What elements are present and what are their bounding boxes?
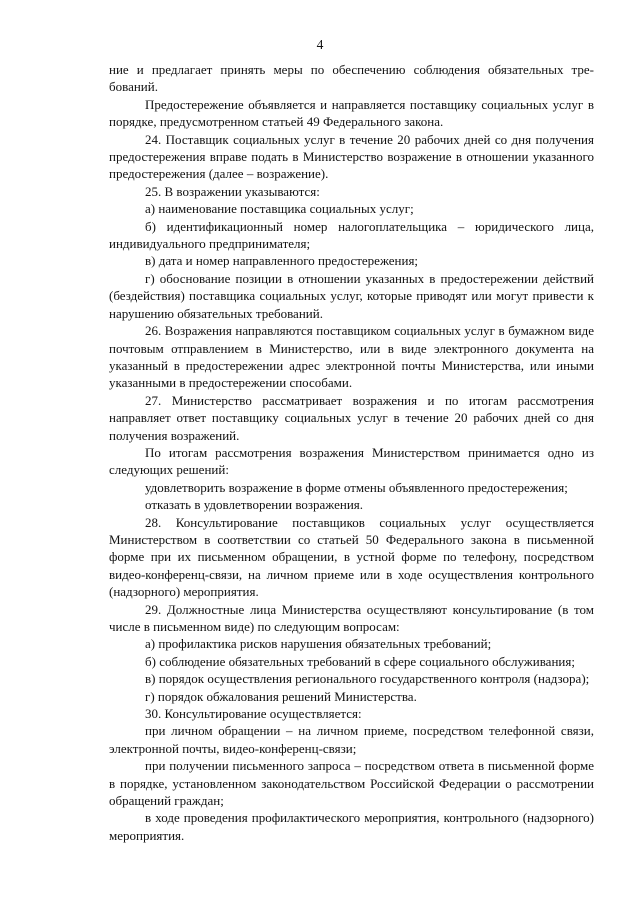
subitem-a: а) наименование поставщика социальных услуг; xyxy=(145,201,414,217)
paragraph: Предостережение объявляется и направляется поставщику социальных услуг в порядке, предусмотренном статьей 49 Федерального закона. xyxy=(109,96,594,130)
paragraph-item-29: 29. Должностные лица Министерства осуществляют консультирование (в том числе в письменном виде) по следующим вопросам: xyxy=(109,601,594,634)
paragraph: По итогам рассмотрения возражения Министерством принимается одно из следующих решений: xyxy=(109,444,594,478)
paragraph-item-26: 26. Возражения направляются поставщиком социальных услуг в бумажном виде почтовым отправлением в Министерство, или в виде электронного документа на указанный в предостережении адрес электронной почты Министерства, или иными указанными в предостережении способами. xyxy=(109,323,594,391)
consultation-mode: в ходе проведения профилактического мероприятия, контрольного (надзорного) мероприятия. xyxy=(109,810,594,843)
paragraph-item-25: 25. В возражении указываются: xyxy=(145,183,320,199)
paragraph-item-28: 28. Консультирование поставщиков социальных услуг осуществляется Министерством в соответствии со статьей 50 Федерального закона в письменной форме при их письменном обращении, в устной форме по телефону, посредством видео-конференц-связи, на личном приеме или в ходе осуществления контрольного (надзорного) мероприятия. xyxy=(109,514,594,600)
subitem-a: а) профилактика рисков нарушения обязательных требований; xyxy=(145,636,492,652)
paragraph-item-27: 27. Министерство рассматривает возражения и по итогам рассмотрения направляет ответ поставщику социальных услуг в течение 20 рабочих дней со дня получения возражений. xyxy=(109,392,594,443)
subitem-b: б) соблюдение обязательных требований в сфере социального обслуживания; xyxy=(145,653,575,669)
subitem-v: в) дата и номер направленного предостережения; xyxy=(145,253,419,269)
decision-option: отказать в удовлетворении возражения. xyxy=(145,497,364,513)
subitem-g: г) обоснование позиции в отношении указанных в предостережении действий (бездействия) поставщика социальных услуг, которые приводят или могут привести к нарушению обязательных требований. xyxy=(109,270,594,321)
document-body xyxy=(109,61,594,844)
subitem-g: г) порядок обжалования решений Министерства. xyxy=(145,688,417,704)
paragraph-continuation: ние и предлагает принять меры по обеспечению соблюдения обязательных требований. xyxy=(109,62,594,95)
subitem-v: в) порядок осуществления регионального государственного контроля (надзора); xyxy=(145,671,590,687)
consultation-mode: при личном обращении – на личном приеме, посредством телефонной связи, электронной почты, видео-конференц-связи; xyxy=(109,723,594,756)
page-number: 4 xyxy=(316,37,324,52)
decision-option: удовлетворить возражение в форме отмены объявленного предостережения; xyxy=(145,479,568,495)
consultation-mode: при получении письменного запроса – посредством ответа в письменной форме в порядке, установленном законодательством Российской Федерации о рассмотрении обращений граждан; xyxy=(109,758,594,809)
paragraph-item-30: 30. Консультирование осуществляется: xyxy=(145,706,362,722)
paragraph-item-24: 24. Поставщик социальных услуг в течение 20 рабочих дней со дня получения предостережения вправе подать в Министерство возражение в отношении указанного предостережения (далее – возражение). xyxy=(109,131,594,182)
subitem-b: б) идентификационный номер налогоплательщика – юридического лица, индивидуального предпринимателя; xyxy=(109,218,594,252)
